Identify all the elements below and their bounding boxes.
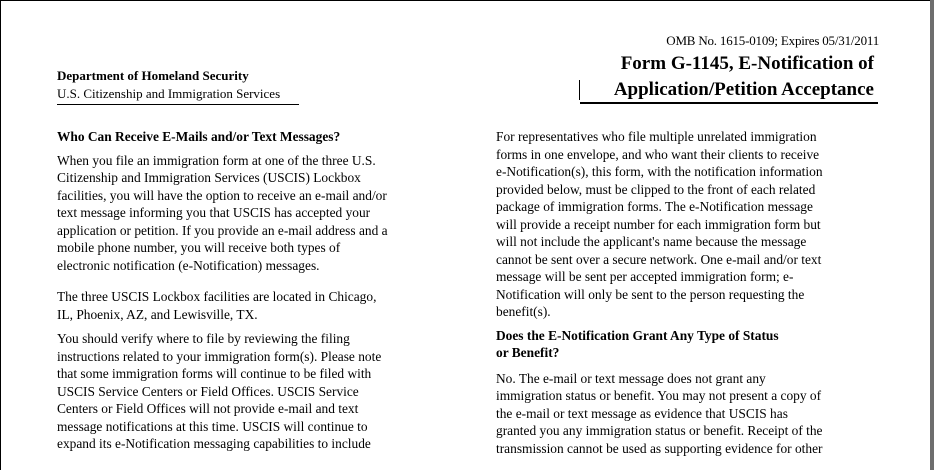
text-line: transmission cannot be used as supporting evidence for other <box>496 440 823 456</box>
text-line: You should verify where to file by reviewing the filing <box>57 331 350 346</box>
section-heading-who-can-receive: Who Can Receive E-Mails and/or Text Messages? <box>57 129 341 144</box>
text-line: granted you any immigration status or benefit. Receipt of the <box>496 423 823 438</box>
text-line: benefit(s). <box>496 304 551 319</box>
text-line: that some immigration forms will continue to be filed with <box>57 366 372 381</box>
section-heading-status-or-benefit <box>496 327 880 362</box>
paragraph-lockbox-option <box>57 152 439 275</box>
header-rule-left <box>57 104 299 105</box>
text-line: facilities, you will have the option to receive an e-mail and/or <box>57 187 387 203</box>
header-rule-right <box>580 102 878 104</box>
paragraph-representatives <box>496 128 880 321</box>
text-line: application or petition. If you provide an e-mail address and a <box>57 222 388 238</box>
text-line: immigration status or benefit. You may not present a copy of <box>496 388 822 403</box>
text-line: will provide a receipt number for each immigration form but <box>496 216 821 232</box>
text-line: IL, Phoenix, AZ, and Lewisville, TX. <box>57 306 258 322</box>
text-line: cannot be sent over a secure network. One e-mail and/or text <box>496 251 822 267</box>
page-border-top <box>0 0 934 1</box>
right-column <box>496 128 880 464</box>
text-cursor <box>579 80 580 100</box>
form-title <box>554 51 874 103</box>
text-line: the e-mail or text message as evidence that USCIS has <box>496 405 788 421</box>
heading-line-2: or Benefit? <box>496 345 560 360</box>
heading-line-1: Does the E-Notification Grant Any Type of Status <box>496 327 779 343</box>
left-column <box>57 128 439 460</box>
text-line: The three USCIS Lockbox facilities are located in Chicago, <box>57 289 377 304</box>
department-name: Department of Homeland Security <box>57 68 249 83</box>
text-line: provided below, must be clipped to the front of each related <box>496 181 816 197</box>
text-line: No. The e-mail or text message does not grant any <box>496 370 766 386</box>
text-line: When you file an immigration form at one of the three U.S. <box>57 152 376 168</box>
paragraph-lockbox-locations <box>57 288 439 323</box>
text-line: e-Notification(s), this form, with the notification information <box>496 164 823 179</box>
text-line: Citizenship and Immigration Services (USCIS) Lockbox <box>57 170 361 185</box>
paragraph-no-status <box>496 370 880 458</box>
form-title-line-1: Form G-1145, E-Notification of <box>620 53 874 74</box>
omb-number: OMB No. 1615-0109; Expires 05/31/2011 <box>666 33 879 48</box>
form-title-line-2: Application/Petition Acceptance <box>613 79 874 100</box>
text-line: USCIS Service Centers or Field Offices. USCIS Service <box>57 383 359 399</box>
text-line: message will be sent per accepted immigration form; e- <box>496 269 794 284</box>
paragraph-verify-filing <box>57 330 439 453</box>
window-scrollbar-edge <box>930 0 934 470</box>
text-line: text message informing you that USCIS has accepted your <box>57 205 371 220</box>
text-line: Centers or Field Offices will not provide e-mail and text <box>57 401 359 416</box>
text-line: message notifications at this time. USCIS will continue to <box>57 418 368 434</box>
agency-name: U.S. Citizenship and Immigration Services <box>57 86 281 101</box>
text-line: forms in one envelope, and who want their clients to receive <box>496 146 820 162</box>
text-line: package of immigration forms. The e-Notification message <box>496 199 813 214</box>
text-line: electronic notification (e-Notification) messages. <box>57 257 320 273</box>
text-line: For representatives who file multiple unrelated immigration <box>496 129 817 144</box>
text-line: will not include the applicant's name because the message <box>496 234 807 249</box>
page-border-left <box>0 0 1 470</box>
text-line: expand its e-Notification messaging capabilities to include <box>57 436 371 451</box>
text-line: Notification will only be sent to the person requesting the <box>496 286 805 302</box>
text-line: mobile phone number, you will receive both types of <box>57 240 341 255</box>
text-line: instructions related to your immigration form(s). Please note <box>57 348 382 364</box>
